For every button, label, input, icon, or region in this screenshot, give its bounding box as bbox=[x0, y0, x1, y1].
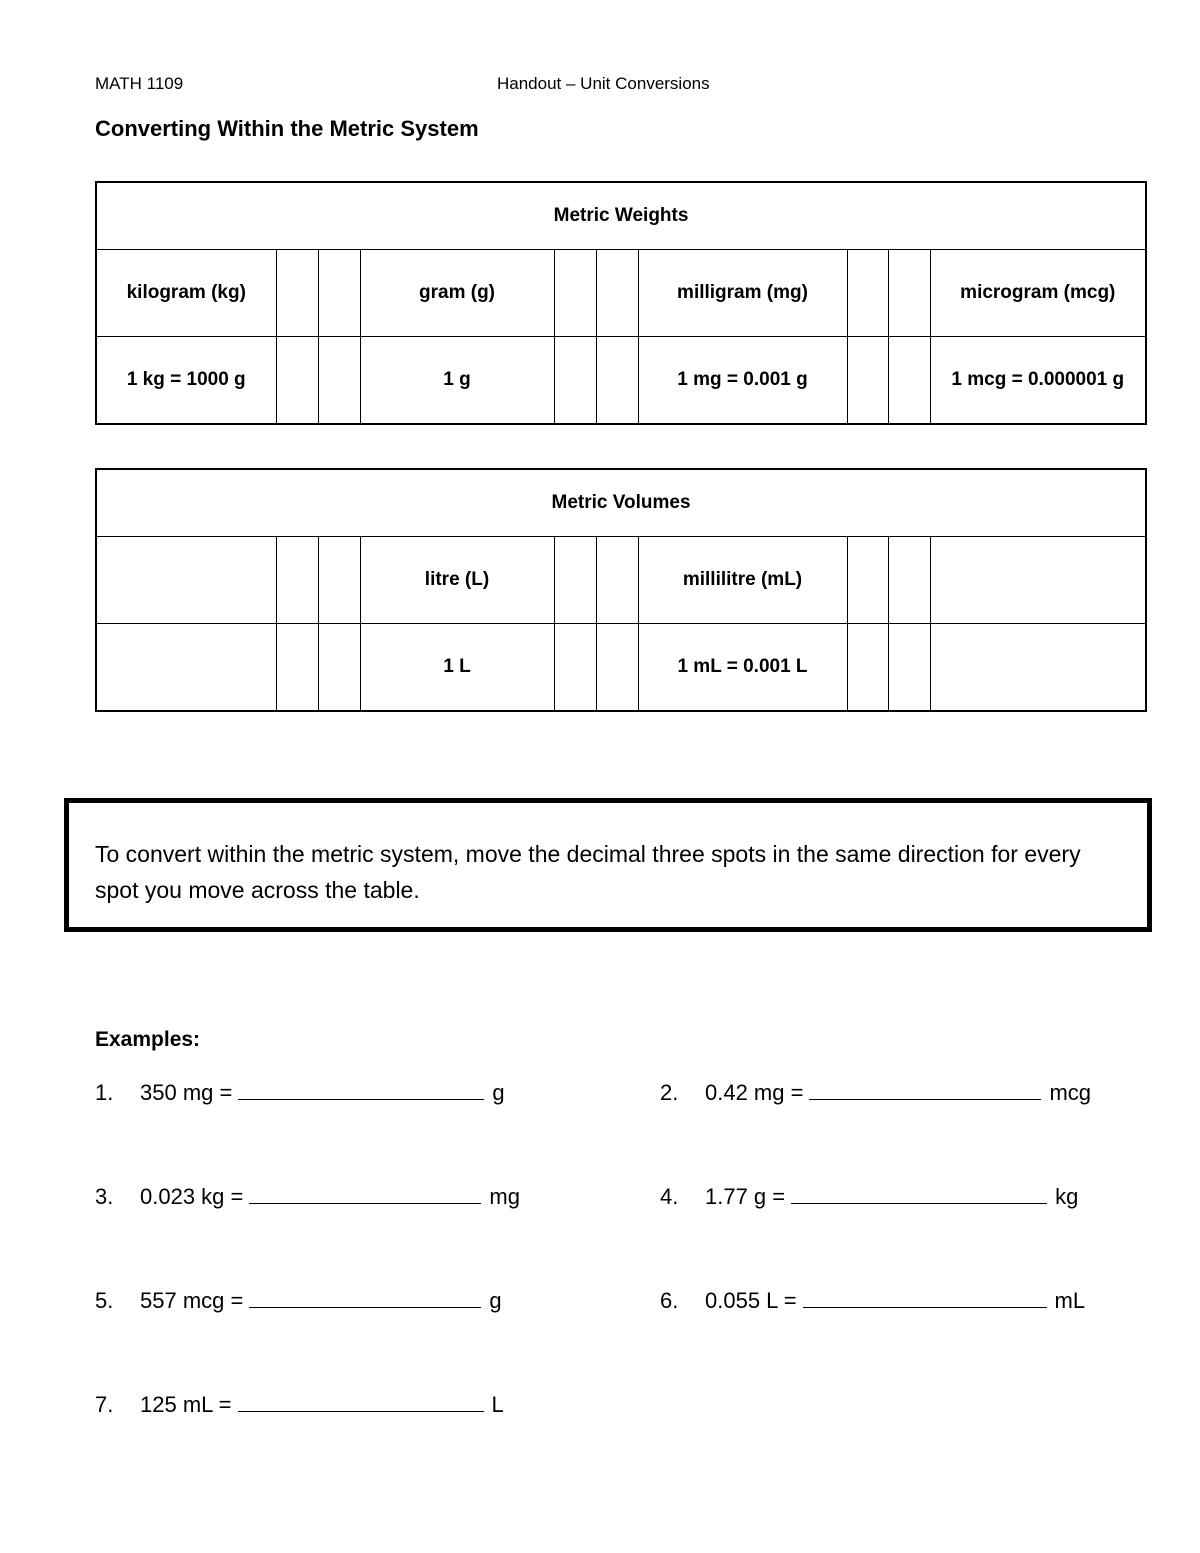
metric-weights-table bbox=[95, 181, 1147, 425]
spacer-cell bbox=[318, 337, 360, 425]
answer-blank[interactable] bbox=[249, 1185, 481, 1204]
example-unit: mL bbox=[1054, 1288, 1086, 1313]
spacer-cell bbox=[276, 537, 318, 624]
page-title: Converting Within the Metric System bbox=[95, 116, 479, 141]
example-prompt: 125 mL = bbox=[140, 1392, 232, 1417]
spacer-cell bbox=[318, 250, 360, 337]
spacer-cell bbox=[888, 250, 930, 337]
example-number: 3. bbox=[95, 1184, 114, 1209]
answer-blank[interactable] bbox=[809, 1081, 1041, 1100]
answer-blank[interactable] bbox=[791, 1185, 1047, 1204]
value-microgram: 1 mcg = 0.000001 g bbox=[930, 337, 1146, 425]
spacer-cell bbox=[847, 337, 888, 425]
spacer-cell bbox=[554, 537, 596, 624]
spacer-cell bbox=[276, 337, 318, 425]
example-number: 5. bbox=[95, 1288, 114, 1313]
volumes-caption: Metric Volumes bbox=[96, 469, 1146, 537]
value-litre: 1 L bbox=[360, 624, 554, 712]
example-prompt: 350 mg = bbox=[140, 1080, 233, 1105]
value-millilitre: 1 mL = 0.001 L bbox=[638, 624, 847, 712]
spacer-cell bbox=[596, 624, 638, 712]
spacer-cell bbox=[276, 624, 318, 712]
conversion-rule-box bbox=[64, 798, 1152, 932]
example-unit: g bbox=[492, 1080, 505, 1105]
answer-blank[interactable] bbox=[249, 1289, 481, 1308]
answer-blank[interactable] bbox=[803, 1289, 1047, 1308]
example-number: 2. bbox=[660, 1080, 679, 1105]
example-number: 7. bbox=[95, 1392, 114, 1417]
example-prompt: 0.023 kg = bbox=[140, 1184, 244, 1209]
examples-heading: Examples: bbox=[95, 1028, 201, 1051]
example-2 bbox=[660, 1080, 1091, 1106]
example-prompt: 0.055 L = bbox=[705, 1288, 797, 1313]
weights-caption: Metric Weights bbox=[96, 182, 1146, 250]
metric-volumes-table bbox=[95, 468, 1147, 712]
spacer-cell bbox=[888, 337, 930, 425]
spacer-cell bbox=[888, 537, 930, 624]
spacer-cell bbox=[554, 337, 596, 425]
example-prompt: 0.42 mg = bbox=[705, 1080, 804, 1105]
value-milligram: 1 mg = 0.001 g bbox=[638, 337, 847, 425]
course-code: MATH 1109 bbox=[95, 74, 184, 93]
example-6 bbox=[660, 1288, 1085, 1314]
handout-title: Handout – Unit Conversions bbox=[497, 74, 710, 93]
unit-empty-right bbox=[930, 537, 1146, 624]
spacer-cell bbox=[847, 250, 888, 337]
example-unit: kg bbox=[1055, 1184, 1079, 1209]
example-unit: mg bbox=[489, 1184, 520, 1209]
spacer-cell bbox=[554, 250, 596, 337]
example-4 bbox=[660, 1184, 1078, 1210]
spacer-cell bbox=[847, 624, 888, 712]
example-prompt: 1.77 g = bbox=[705, 1184, 786, 1209]
spacer-cell bbox=[318, 624, 360, 712]
example-unit: g bbox=[489, 1288, 502, 1313]
example-7 bbox=[95, 1392, 504, 1418]
spacer-cell bbox=[276, 250, 318, 337]
value-kilogram: 1 kg = 1000 g bbox=[96, 337, 276, 425]
unit-millilitre: millilitre (mL) bbox=[638, 537, 847, 624]
unit-milligram: milligram (mg) bbox=[638, 250, 847, 337]
example-unit: L bbox=[491, 1392, 504, 1417]
spacer-cell bbox=[596, 250, 638, 337]
example-number: 4. bbox=[660, 1184, 679, 1209]
unit-empty-left bbox=[96, 537, 276, 624]
spacer-cell bbox=[318, 537, 360, 624]
value-gram: 1 g bbox=[360, 337, 554, 425]
value-empty-left bbox=[96, 624, 276, 712]
conversion-rule-text: To convert within the metric system, move the decimal three spots in the same direction for every spot you move across the table. bbox=[95, 841, 1081, 903]
answer-blank[interactable] bbox=[238, 1081, 484, 1100]
unit-litre: litre (L) bbox=[360, 537, 554, 624]
example-prompt: 557 mcg = bbox=[140, 1288, 244, 1313]
unit-kilogram: kilogram (kg) bbox=[96, 250, 276, 337]
unit-microgram: microgram (mcg) bbox=[930, 250, 1146, 337]
example-number: 6. bbox=[660, 1288, 679, 1313]
spacer-cell bbox=[888, 624, 930, 712]
example-3 bbox=[95, 1184, 520, 1210]
answer-blank[interactable] bbox=[238, 1393, 484, 1412]
spacer-cell bbox=[596, 537, 638, 624]
spacer-cell bbox=[554, 624, 596, 712]
value-empty-right bbox=[930, 624, 1146, 712]
example-5 bbox=[95, 1288, 502, 1314]
example-number: 1. bbox=[95, 1080, 114, 1105]
spacer-cell bbox=[847, 537, 888, 624]
example-1 bbox=[95, 1080, 505, 1106]
example-unit: mcg bbox=[1049, 1080, 1092, 1105]
unit-gram: gram (g) bbox=[360, 250, 554, 337]
spacer-cell bbox=[596, 337, 638, 425]
